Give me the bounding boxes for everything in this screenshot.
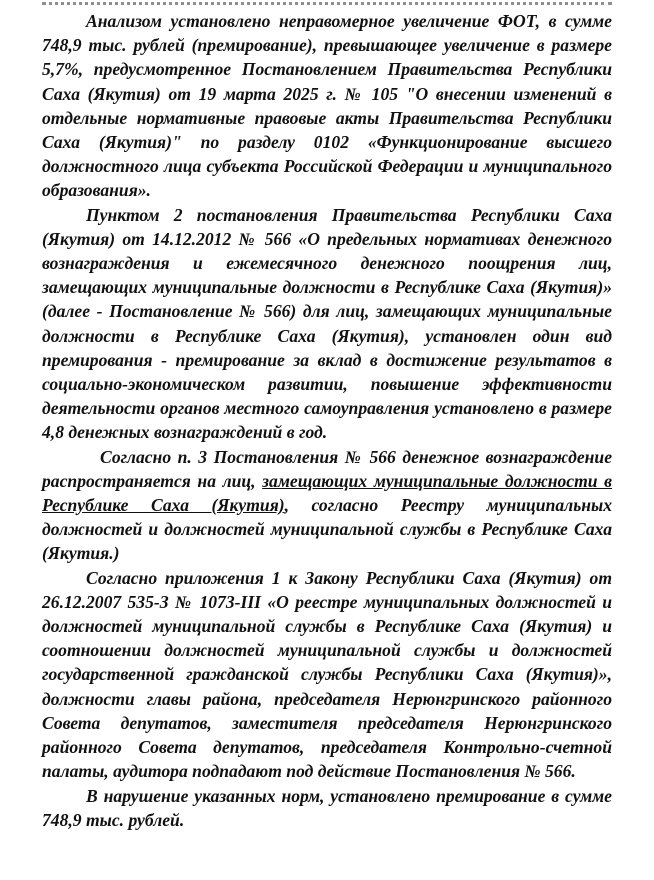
point-3-text-end: , согласно Реестру муниципальных должностей и должностей муниципальной службы в Республике Саха (Якутия.)	[42, 495, 613, 564]
paragraph-point-3	[42, 445, 612, 566]
paragraph-fot-increase: Анализом установлено неправомерное увеличение ФОТ, в сумме 748,9 тыс. рублей (премирование), превышающее увеличение в размере 5,7%, предусмотренное Постановлением Правительства Республики Саха (Якутия) от 19 марта 2025 г. № 105 "О внесении изменений в отдельные нормативные правовые акты Правительства Республики Саха (Якутия)" по разделу 0102 «Функционирование высшего должностного лица субъекта Российской Федерации и муниципального образования».	[42, 11, 612, 201]
paragraph-registry-law: Согласно приложения 1 к Закону Республики Саха (Якутия) от 26.12.2007 535-З № 1073-III «О реестре муниципальных должностей и должностей муниципальной службы в Республике Саха (Якутия) и соотношении должностей муниципальной службы и должностей государственной гражданской службы Республики Саха (Якутия)», должности главы района, председателя Нерюнгринского районного Совета депутатов, заместителя председателя Нерюнгринского районного Совета депутатов, председателя Контрольно-счетной палаты, аудитора подпадают под действие Постановления № 566.	[42, 567, 612, 782]
paragraph-resolution-566: Пунктом 2 постановления Правительства Республики Саха (Якутия) от 14.12.2012 № 566 «О предельных нормативах денежного вознаграждения и ежемесячного денежного поощрения лиц, замещающих муниципальные должности в Республике Саха (Якутия)» (далее - Постановление № 566) для лиц, замещающих муниципальные должности в Республике Саха (Якутия), установлен один вид премирования - премирование за вклад в достижение результатов в социально-экономическом развитии, повышение эффективности деятельности органов местного самоуправления установлено в размере 4,8 денежных вознаграждений в год.	[42, 204, 612, 443]
paragraph-violation: В нарушение указанных норм, установлено премирование в сумме 748,9 тыс. рублей.	[42, 785, 612, 830]
point-3-text-start: Согласно п. 3 Постановления № 566 денежное вознаграждение распространяется на лиц,	[42, 446, 612, 491]
cropped-previous-line	[42, 2, 612, 9]
cropped-next-line	[42, 870, 612, 880]
underlined-phrase: замещающих муниципальные должности в Республике Саха (Якутия)	[42, 470, 612, 516]
